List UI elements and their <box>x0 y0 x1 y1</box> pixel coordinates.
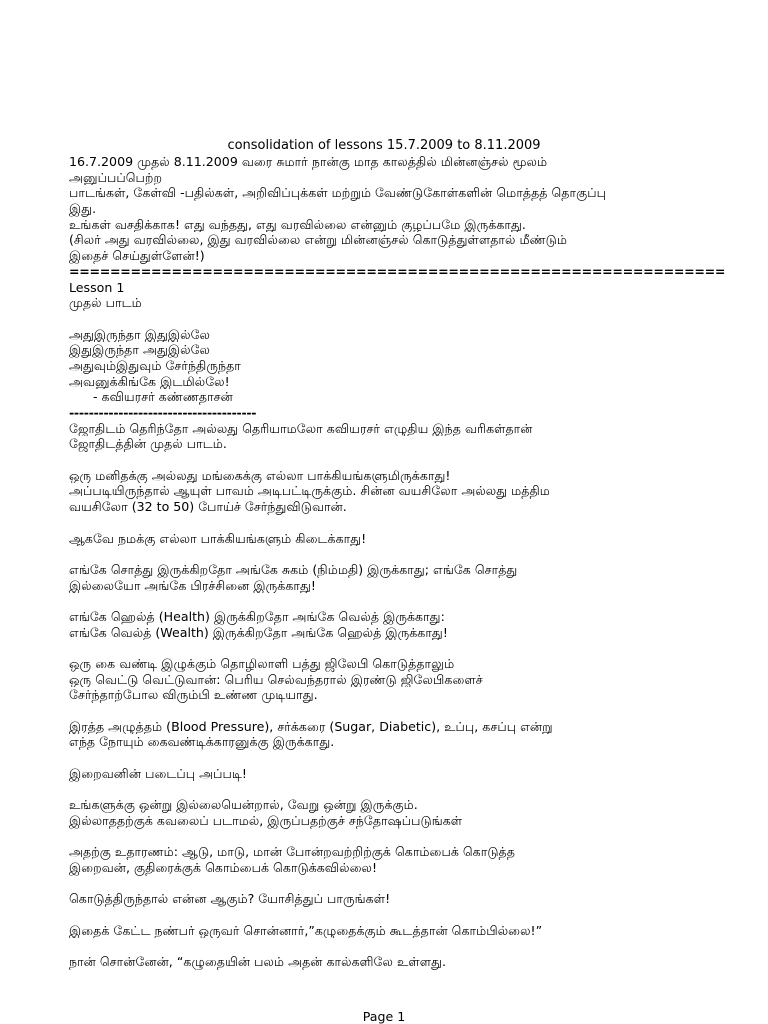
poem-line: அதுவும்இதுவும் சேர்ந்திருந்தா <box>69 357 241 373</box>
lesson-label: Lesson 1 <box>69 279 125 295</box>
paragraph-line: எங்கே வெல்த் (Wealth) இருக்கிறதோ அங்கே ஹெல்த் இருக்காது! <box>69 624 448 640</box>
paragraph-line: ஆகவே நமக்கு எல்லா பாக்கியங்களும் கிடைக்காது! <box>69 530 367 546</box>
poem-line: அதுஇருந்தா இதுஇல்லே <box>69 326 210 342</box>
paragraph-line: இதைக் கேட்ட நண்பர் ஒருவர் சொன்னார்,”கழுதைக்கும் கூடத்தான் கொம்பில்லை!” <box>69 922 543 938</box>
paragraph-line: ஜோதிடத்தின் முதல் பாடம். <box>69 436 227 452</box>
paragraph-line: சேர்ந்தாற்போல விரும்பி உண்ண முடியாது. <box>69 687 318 703</box>
poem-line: இதுஇருந்தா அதுஇல்லே <box>69 342 210 358</box>
intro-line: அனுப்பப்பெற்ற <box>69 169 163 185</box>
poem-author: - கவியரசர் கண்ணதாசன் <box>93 389 233 405</box>
separator-long: ================================================================ <box>69 263 726 279</box>
paragraph-line: இல்லையோ அங்கே பிரச்சினை இருக்காது! <box>69 577 316 593</box>
intro-line: பாடங்கள், கேள்வி -பதில்கள், அறிவிப்புக்கள் மற்றும் வேண்டுகோள்களின் மொத்தத் தொகுப்பு <box>69 185 606 201</box>
page-number: Page 1 <box>362 1009 406 1024</box>
intro-line: உங்கள் வசதிக்காக! எது வந்தது, எது வரவில்லை என்னும் குழப்பமே இருக்காது. <box>69 216 526 232</box>
poem-line: அவனுக்கிங்கே இடமில்லே! <box>69 373 230 389</box>
paragraph-line: கொடுத்திருந்தால் என்ன ஆகும்? யோசித்துப் பாருங்கள்! <box>69 891 391 907</box>
separator-short: -------------------------------------- <box>69 405 257 420</box>
paragraph-line: இறைவன், குதிரைக்குக் கொம்பைக் கொடுக்கவில்லை! <box>69 859 378 875</box>
paragraph-line: நான் சொன்னேன், “கழுதையின் பலம் அதன் கால்களிலே உள்ளது. <box>69 954 447 970</box>
paragraph-line: அதற்கு உதாரணம்: ஆடு, மாடு, மான் போன்றவற்றிற்குக் கொம்பைக் கொடுத்த <box>69 844 515 860</box>
paragraph-line: இரத்த அழுத்தம் (Blood Pressure), சர்க்கரை (Sugar, Diabetic), உப்பு, கசப்பு என்று <box>69 718 553 734</box>
paragraph-line: ஒரு வெட்டு வெட்டுவான்: பெரிய செல்வந்தரால் இரண்டு ஜிலேபிகளைச் <box>69 671 483 687</box>
paragraph-line: ஒரு மனிதக்கு அல்லது மங்கைக்கு எல்லா பாக்கியங்களுமிருக்காது! <box>69 467 451 483</box>
paragraph-line: இறைவனின் படைப்பு அப்படி! <box>69 765 247 781</box>
paragraph-line: இல்லாததற்குக் கவலைப் படாமல், இருப்பதற்குச் சந்தோஷப்படுங்கள் <box>69 812 463 828</box>
intro-line: இது. <box>69 201 97 217</box>
intro-line: இதைச் செய்துள்ளேன்!) <box>69 248 205 264</box>
document-title: consolidation of lessons 15.7.2009 to 8.11.2009 <box>227 138 541 153</box>
paragraph-line: ஒரு கை வண்டி இழுக்கும் தொழிலாளி பத்து ஜிலேபி கொடுத்தாலும் <box>69 656 455 671</box>
document-body <box>69 154 749 970</box>
paragraph-line: வயசிலோ (32 to 50) போய்ச் சேர்ந்துவிடுவான். <box>69 499 347 515</box>
paragraph-line: ஜோதிடம் தெரிந்தோ அல்லது தெரியாமலோ கவியரசர் எழுதிய இந்த வரிகள்தான் <box>69 420 533 436</box>
intro-line: 16.7.2009 முதல் 8.11.2009 வரை சுமார் நான்கு மாத காலத்தில் மின்னஞ்சல் மூலம் <box>69 154 548 169</box>
intro-line: (சிலர் அது வரவில்லை, இது வரவில்லை என்று மின்னஞ்சல் கொடுத்துள்ளதால் மீண்டும் <box>69 232 568 248</box>
paragraph-line: உங்களுக்கு ஒன்று இல்லையென்றால், வேறு ஒன்று இருக்கும். <box>69 797 418 813</box>
paragraph-line: எங்கே ஹெல்த் (Health) இருக்கிறதோ அங்கே வெல்த் இருக்காது: <box>69 608 445 624</box>
paragraph-line: எந்த நோயும் கைவண்டிக்காரனுக்கு இருக்காது. <box>69 734 335 750</box>
paragraph-line: எங்கே சொத்து இருக்கிறதோ அங்கே சுகம் (நிம்மதி) இருக்காது; எங்கே சொத்து <box>69 561 518 577</box>
paragraph-line: அப்படியிருந்தால் ஆயுள் பாவம் அடிபட்டிருக்கும். சின்ன வயசிலோ அல்லது மத்திம <box>69 483 550 499</box>
lesson-title: முதல் பாடம் <box>69 295 142 311</box>
